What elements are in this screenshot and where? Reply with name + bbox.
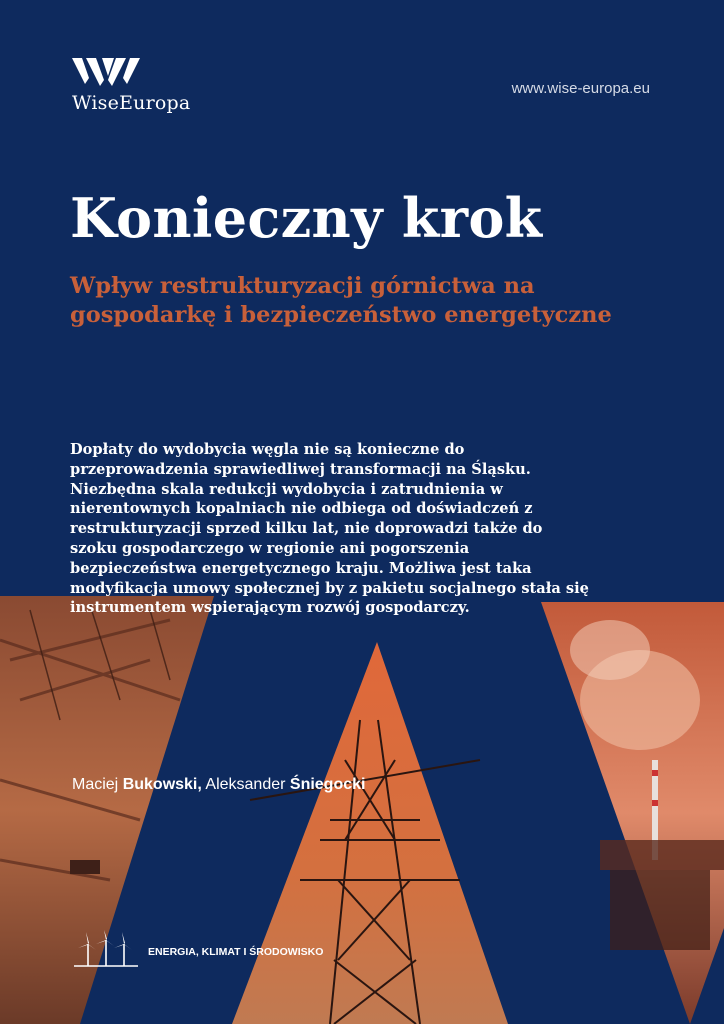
wise-europa-chevron-logo-icon (72, 56, 144, 86)
report-title: Konieczny krok (70, 186, 543, 250)
report-abstract: Dopłaty do wydobycia węgla nie są konieczne do przeprowadzenia sprawiedliwej transformacji na Śląsku. Niezbędna skala redukcji wydobycia i zatrudnienia w nierentownych kopalniach nie odbiega od doświadczeń z restrukturyzacji sprzed kilku lat, nie doprowadzi także do szoku gospodarczego w regionie ani pogorszenia bezpieczeństwa energetycznego kraju. Możliwa jest taka modyfikacja umowy społecznej by z pakietu socjalnego stała się instrumentem wspierającym rozwój gospodarczy. (70, 441, 589, 617)
report-subtitle: Wpływ restrukturyzacji górnictwa na gospodarkę i bezpieczeństwo energetyczne (70, 273, 612, 328)
footer-category-label: ENERGIA, KLIMAT I ŚRODOWISKO (148, 946, 324, 958)
footer-category (74, 930, 323, 968)
wise-europa-logo[interactable] (72, 56, 212, 114)
author-1-last: Bukowski, (122, 776, 202, 793)
author-2-first: Aleksander (205, 776, 286, 793)
powerplant-photo (541, 602, 724, 1024)
author-1-first: Maciej (72, 776, 119, 793)
author-2-last: Śniegocki (289, 776, 366, 793)
authors (72, 776, 365, 794)
logo-text: WiseEuropa (72, 92, 191, 114)
wind-turbines-icon (74, 930, 138, 968)
website-url[interactable]: www.wise-europa.eu (511, 80, 650, 97)
